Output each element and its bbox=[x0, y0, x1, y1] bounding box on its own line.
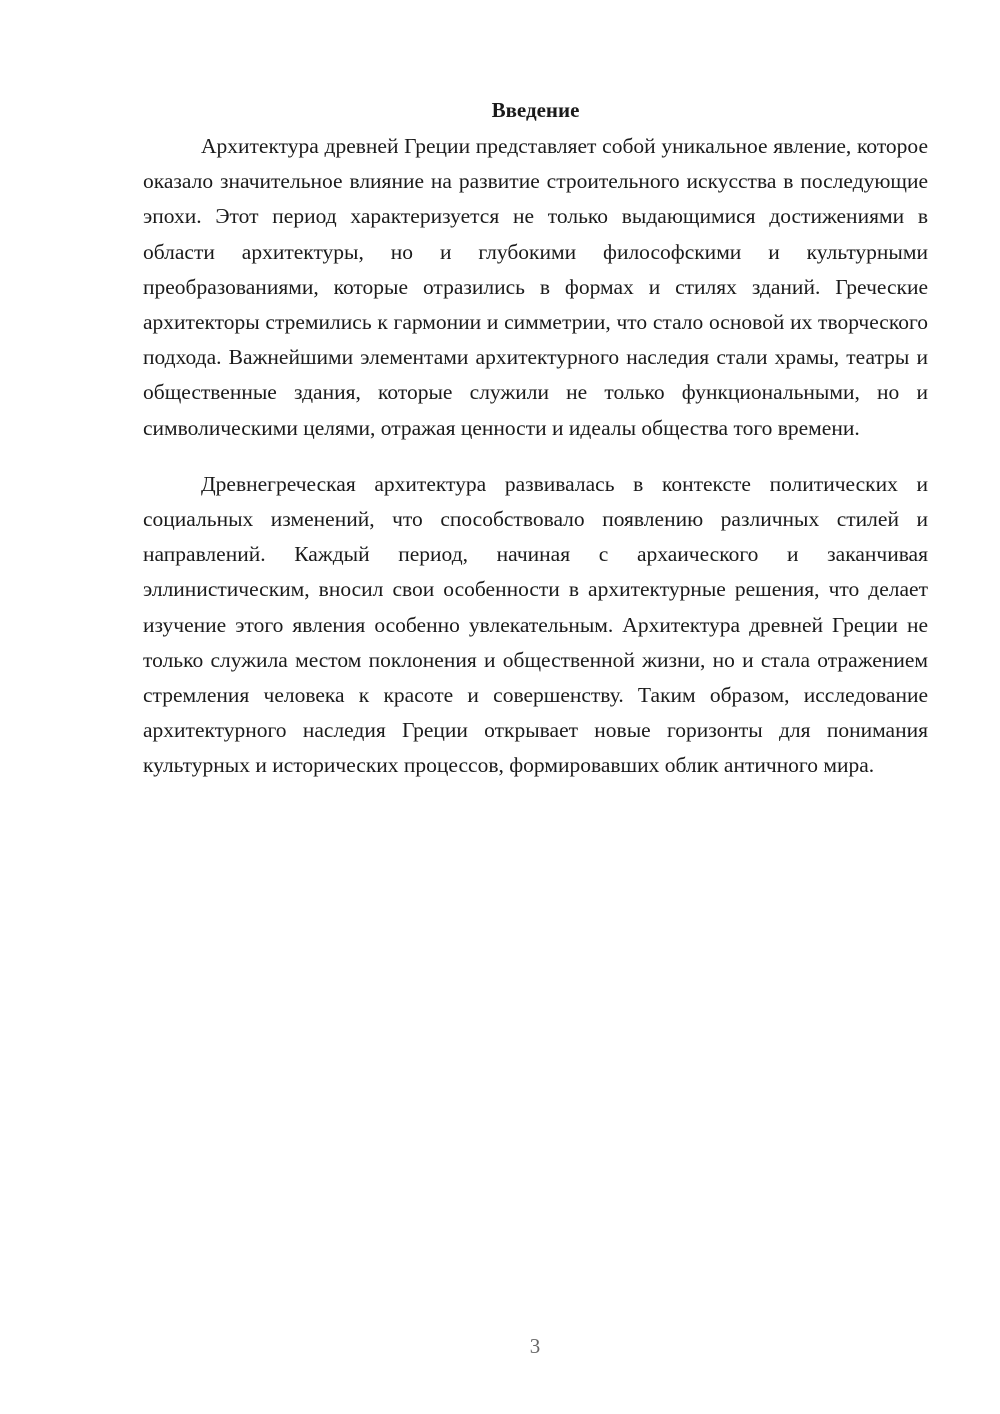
page-number: 3 bbox=[529, 1334, 541, 1358]
body-paragraph-1: Архитектура древней Греции представляет собой уникальное явление, которое оказало значительное влияние на развитие строительного искусства в последующие эпохи. Этот период характеризуется не только выдающимися достижениями в области архитектуры, но и глубокими философскими и культурными преобразованиями, которые отразились в формах и стилях зданий. Греческие архитекторы стремились к гармонии и симметрии, что стало основой их творческого подхода. Важнейшими элементами архитектурного наследия стали храмы, театры и общественные здания, которые служили не только функциональными, но и символическими целями, отражая ценности и идеалы общества того времени. bbox=[143, 134, 928, 440]
body-paragraph-2: Древнегреческая архитектура развивалась в контексте политических и социальных изменений, что способствовало появлению различных стилей и направлений. Каждый период, начиная с архаического и заканчивая эллинистическим, вносил свои особенности в архитектурные решения, что делает изучение этого явления особенно увлекательным. Архитектура древней Греции не только служила местом поклонения и общественной жизни, но и стала отражением стремления человека к красоте и совершенству. Таким образом, исследование архитектурного наследия Греции открывает новые горизонты для понимания культурных и исторических процессов, формировавших облик античного мира. bbox=[143, 471, 928, 778]
page-content bbox=[143, 95, 928, 784]
section-heading: Введение bbox=[491, 98, 580, 122]
